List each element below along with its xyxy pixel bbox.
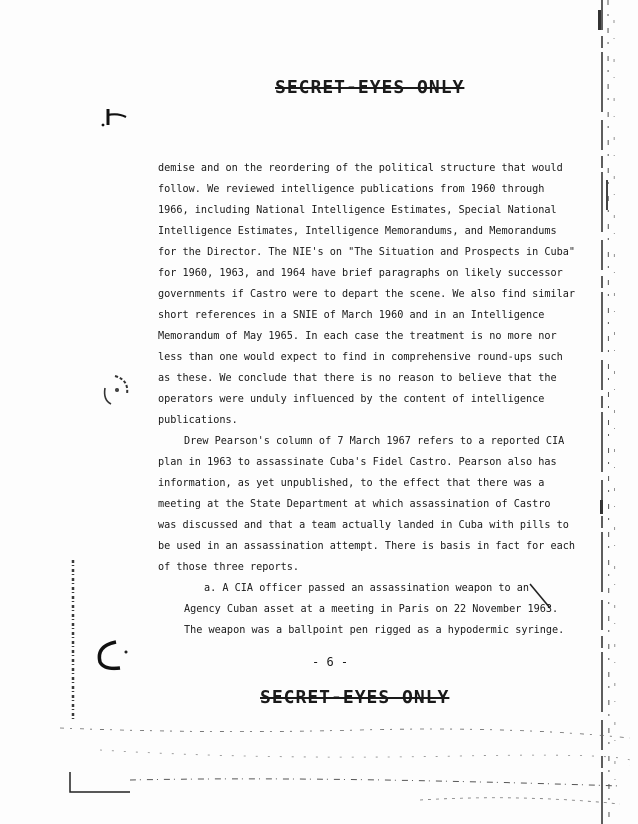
text-line: operators were unduly influenced by the content of intelligence xyxy=(158,394,545,405)
scan-bottom-noise xyxy=(60,720,630,820)
classification-header: SECRET-EYES ONLY xyxy=(275,77,465,98)
text-line: as these. We conclude that there is no reason to believe that the xyxy=(158,373,557,384)
scan-mark-punch-hole-lower xyxy=(90,638,132,672)
text-line: information, as yet unpublished, to the effect that there was a xyxy=(158,478,545,489)
text-line: Intelligence Estimates, Intelligence Memorandums, and Memorandums xyxy=(158,226,557,237)
text-line: be used in an assassination attempt. There is basis in fact for each xyxy=(158,541,576,552)
text-line: The weapon was a ballpoint pen rigged as a hypodermic syringe. xyxy=(184,625,565,636)
text-line: publications. xyxy=(158,415,238,426)
text-line: for 1960, 1963, and 1964 have brief paragraphs on likely successor xyxy=(158,268,563,279)
text-line: Memorandum of May 1965. In each case the treatment is no more nor xyxy=(158,331,557,342)
text-line: Agency Cuban asset at a meeting in Paris on 22 November 1963. xyxy=(184,604,559,615)
text-line: plan in 1963 to assassinate Cuba's Fidel Castro. Pearson also has xyxy=(158,457,557,468)
text-line: of those three reports. xyxy=(158,562,300,573)
text-line: was discussed and that a team actually landed in Cuba with pills to xyxy=(158,520,569,531)
text-line: demise and on the reordering of the political structure that would xyxy=(158,163,563,174)
text-line: follow. We reviewed intelligence publications from 1960 through xyxy=(158,184,545,195)
scan-mark-punch-hole xyxy=(95,370,135,410)
text-line: meeting at the State Department at which assassination of Castro xyxy=(158,499,551,510)
text-line: governments if Castro were to depart the scene. We also find similar xyxy=(158,289,576,300)
text-line: less than one would expect to find in comprehensive round-ups such xyxy=(158,352,563,363)
scan-edge-artifact xyxy=(588,0,638,824)
text-line: 1966, including National Intelligence Estimates, Special National xyxy=(158,205,557,216)
classification-footer: SECRET-EYES ONLY xyxy=(260,687,450,708)
text-line: for the Director. The NIE's on "The Situation and Prospects in Cuba" xyxy=(158,247,576,258)
text-line: Drew Pearson's column of 7 March 1967 refers to a reported CIA xyxy=(184,436,565,447)
scan-mark-bracket xyxy=(100,105,128,129)
binder-hole-strip xyxy=(68,560,78,720)
body-text xyxy=(158,158,576,641)
text-line: a. A CIA officer passed an assassination weapon to an xyxy=(204,583,530,594)
text-line: short references in a SNIE of March 1960 and in an Intelligence xyxy=(158,310,545,321)
page-number: - 6 - xyxy=(312,655,349,669)
